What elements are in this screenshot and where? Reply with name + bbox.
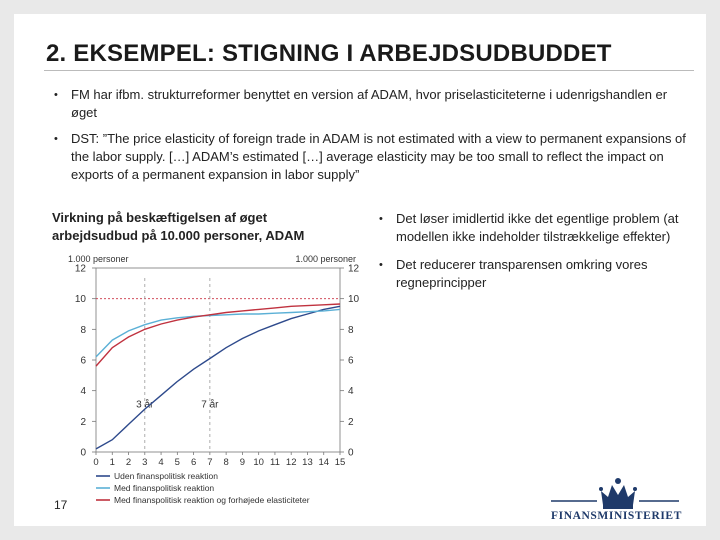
y-axis-unit-left: 1.000 personer <box>68 254 129 264</box>
x-tick-label: 8 <box>223 457 229 468</box>
x-tick-label: 13 <box>302 457 313 468</box>
y-tick-label-right: 8 <box>348 324 354 336</box>
x-tick-label: 2 <box>125 457 132 468</box>
slide-title: 2. EKSEMPEL: STIGNING I ARBEJDSUDBUDDET <box>46 40 612 67</box>
x-tick-label: 6 <box>190 457 197 468</box>
x-tick-label: 12 <box>285 457 297 468</box>
x-tick-label: 7 <box>207 457 213 468</box>
chart-title: Virkning på beskæftigelsen af øget arbejdsudbud på 10.000 personer, ADAM <box>52 210 305 243</box>
bullet-dot: • <box>379 259 383 271</box>
title-divider <box>44 70 694 71</box>
y-tick-label-left: 8 <box>80 324 86 336</box>
bullet-item <box>54 130 694 184</box>
bullet-dot: • <box>54 89 58 101</box>
legend-label: Med finanspolitisk reaktion <box>114 483 215 493</box>
y-axis-unit-right: 1.000 personer <box>295 254 356 264</box>
bullet-item <box>379 210 709 246</box>
y-tick-label-right: 0 <box>348 447 354 459</box>
bullet-text: FM har ifbm. strukturreformer benyttet en version af ADAM, hvor priselasticiteterne i udenrigshandlen er øget <box>71 87 668 120</box>
y-tick-label-left: 10 <box>74 294 86 306</box>
legend-label: Uden finanspolitisk reaktion <box>114 471 218 481</box>
y-tick-label-left: 2 <box>80 416 86 428</box>
y-tick-label-left: 4 <box>80 386 86 398</box>
x-tick-label: 3 <box>142 457 148 468</box>
bullet-text: Det reducerer transparensen omkring vores regneprincipper <box>396 257 648 290</box>
y-tick-label-right: 4 <box>348 386 354 398</box>
page-number: 17 <box>54 498 68 512</box>
y-tick-label-right: 12 <box>348 263 360 275</box>
top-bullet-list <box>54 86 694 192</box>
bullet-item <box>379 256 709 292</box>
x-tick-label: 11 <box>269 457 280 468</box>
slide <box>14 14 706 526</box>
y-tick-label-left: 0 <box>80 447 86 459</box>
crown-icon <box>541 475 681 511</box>
y-tick-label-left: 6 <box>80 355 86 367</box>
bullet-item <box>54 86 694 122</box>
x-tick-label: 4 <box>158 457 164 468</box>
logo-wordmark: FINANSMINISTERIET <box>551 510 682 522</box>
right-bullet-list <box>379 210 709 302</box>
x-tick-label: 5 <box>174 457 180 468</box>
y-tick-label-left: 12 <box>74 263 86 275</box>
x-tick-label: 1 <box>109 457 115 468</box>
series-line-3 <box>96 304 340 366</box>
annotation-label: 7 år <box>201 399 219 411</box>
y-tick-label-right: 10 <box>348 294 360 306</box>
plot-frame <box>96 268 340 452</box>
legend-label: Med finanspolitisk reaktion og forhøjede elasticiteter <box>114 495 310 505</box>
x-tick-label: 15 <box>334 457 346 468</box>
x-tick-label: 0 <box>93 457 99 468</box>
employment-chart <box>50 248 360 510</box>
series-line-1 <box>96 306 340 449</box>
bullet-text: DST: ”The price elasticity of foreign trade in ADAM is not estimated with a view to permanent expansions of the labor supply. […] ADAM’s estimated […] average elasticity may be too small to reflect the impact on exports of a permanent expansion in labor supply” <box>71 131 686 182</box>
finansministeriet-logo <box>541 475 681 527</box>
series-line-2 <box>96 309 340 357</box>
y-tick-label-right: 2 <box>348 416 354 428</box>
bullet-dot: • <box>54 133 58 145</box>
y-tick-label-right: 6 <box>348 355 354 367</box>
bullet-dot: • <box>379 213 383 225</box>
annotation-label: 3 år <box>136 399 154 411</box>
x-tick-label: 14 <box>318 457 330 468</box>
x-tick-label: 9 <box>239 457 246 468</box>
x-tick-label: 10 <box>253 457 264 468</box>
bullet-text: Det løser imidlertid ikke det egentlige problem (at modellen ikke indeholder tilstrækkelige effekter) <box>396 211 679 244</box>
